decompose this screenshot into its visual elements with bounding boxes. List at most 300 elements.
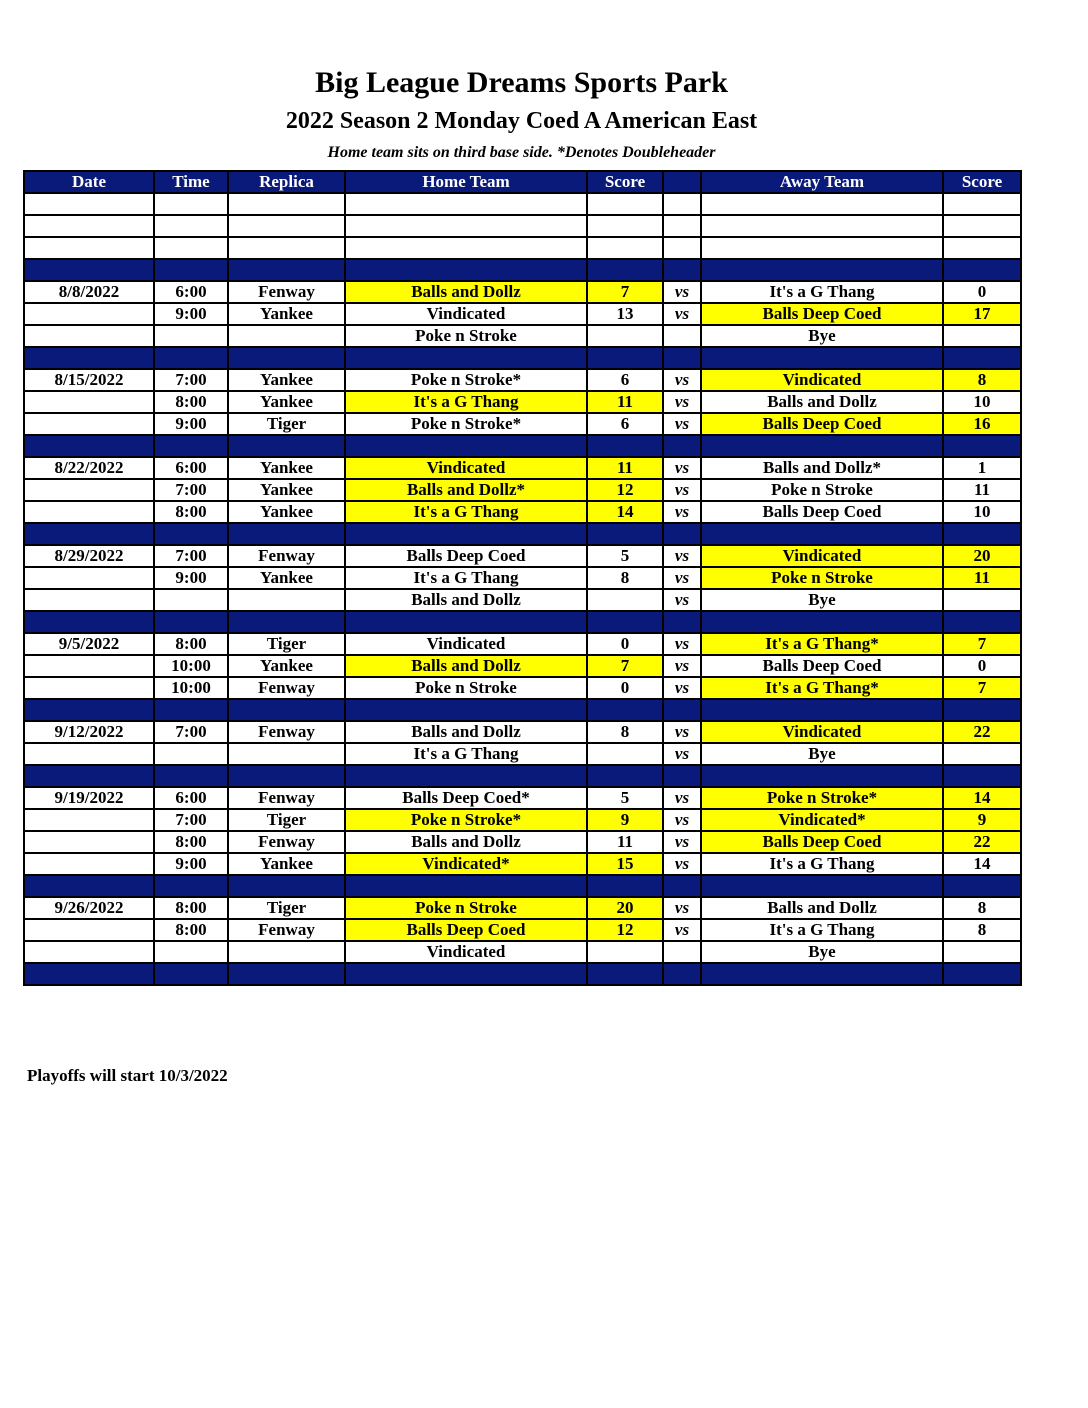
date-cell bbox=[24, 611, 154, 633]
home-team-cell: Balls and Dollz bbox=[345, 281, 587, 303]
vs-cell bbox=[663, 611, 701, 633]
column-header-away-score: Score bbox=[943, 171, 1021, 193]
home-team-cell: Balls Deep Coed bbox=[345, 545, 587, 567]
date-cell bbox=[24, 853, 154, 875]
home-team-cell: Vindicated bbox=[345, 633, 587, 655]
home-team-cell: Vindicated bbox=[345, 941, 587, 963]
away-score-cell: 10 bbox=[943, 391, 1021, 413]
replica-cell bbox=[228, 875, 345, 897]
date-cell bbox=[24, 215, 154, 237]
home-score-cell: 15 bbox=[587, 853, 663, 875]
away-team-cell: Balls and Dollz* bbox=[701, 457, 943, 479]
away-team-cell bbox=[701, 347, 943, 369]
time-cell: 8:00 bbox=[154, 897, 228, 919]
date-cell bbox=[24, 963, 154, 985]
away-score-cell: 14 bbox=[943, 787, 1021, 809]
away-team-cell: Balls Deep Coed bbox=[701, 655, 943, 677]
home-team-cell: Vindicated bbox=[345, 457, 587, 479]
vs-cell: vs bbox=[663, 853, 701, 875]
away-score-cell: 8 bbox=[943, 919, 1021, 941]
away-team-cell bbox=[701, 699, 943, 721]
date-cell: 8/15/2022 bbox=[24, 369, 154, 391]
week-separator-row bbox=[24, 611, 1021, 633]
time-cell: 7:00 bbox=[154, 721, 228, 743]
week-separator-row bbox=[24, 765, 1021, 787]
replica-cell: Fenway bbox=[228, 677, 345, 699]
away-score-cell: 8 bbox=[943, 369, 1021, 391]
away-score-cell: 20 bbox=[943, 545, 1021, 567]
away-team-cell: Balls Deep Coed bbox=[701, 831, 943, 853]
week-separator-row bbox=[24, 875, 1021, 897]
date-cell bbox=[24, 193, 154, 215]
home-score-cell: 11 bbox=[587, 831, 663, 853]
date-cell bbox=[24, 391, 154, 413]
column-header-away-team: Away Team bbox=[701, 171, 943, 193]
time-cell: 9:00 bbox=[154, 413, 228, 435]
away-score-cell bbox=[943, 237, 1021, 259]
date-cell bbox=[24, 237, 154, 259]
home-team-cell: Poke n Stroke* bbox=[345, 809, 587, 831]
away-score-cell bbox=[943, 875, 1021, 897]
home-team-cell bbox=[345, 963, 587, 985]
time-cell: 7:00 bbox=[154, 479, 228, 501]
away-score-cell: 22 bbox=[943, 721, 1021, 743]
away-team-cell: It's a G Thang bbox=[701, 281, 943, 303]
vs-cell: vs bbox=[663, 721, 701, 743]
home-team-cell: Poke n Stroke* bbox=[345, 369, 587, 391]
date-cell: 9/19/2022 bbox=[24, 787, 154, 809]
home-score-cell: 0 bbox=[587, 677, 663, 699]
replica-cell bbox=[228, 215, 345, 237]
time-cell bbox=[154, 237, 228, 259]
game-row bbox=[24, 413, 1021, 435]
date-cell bbox=[24, 413, 154, 435]
home-score-cell: 20 bbox=[587, 897, 663, 919]
home-team-cell: Poke n Stroke bbox=[345, 325, 587, 347]
page-note: Home team sits on third base side. *Denotes Doubleheader bbox=[327, 144, 716, 161]
vs-cell: vs bbox=[663, 743, 701, 765]
vs-cell bbox=[663, 435, 701, 457]
home-score-cell bbox=[587, 611, 663, 633]
time-cell bbox=[154, 347, 228, 369]
column-header-replica: Replica bbox=[228, 171, 345, 193]
replica-cell: Yankee bbox=[228, 391, 345, 413]
week-separator-row bbox=[24, 963, 1021, 985]
game-row bbox=[24, 281, 1021, 303]
blank-row bbox=[24, 237, 1021, 259]
home-score-cell bbox=[587, 699, 663, 721]
column-header-date: Date bbox=[24, 171, 154, 193]
replica-cell: Yankee bbox=[228, 501, 345, 523]
home-team-cell bbox=[345, 523, 587, 545]
vs-cell bbox=[663, 325, 701, 347]
replica-cell: Fenway bbox=[228, 281, 345, 303]
time-cell: 8:00 bbox=[154, 831, 228, 853]
column-header-home-score: Score bbox=[587, 171, 663, 193]
game-row bbox=[24, 479, 1021, 501]
home-score-cell: 8 bbox=[587, 721, 663, 743]
time-cell bbox=[154, 523, 228, 545]
vs-cell bbox=[663, 941, 701, 963]
date-cell bbox=[24, 743, 154, 765]
time-cell: 8:00 bbox=[154, 633, 228, 655]
away-team-cell: Bye bbox=[701, 743, 943, 765]
time-cell: 6:00 bbox=[154, 787, 228, 809]
vs-cell: vs bbox=[663, 457, 701, 479]
home-score-cell bbox=[587, 941, 663, 963]
away-team-cell: Balls and Dollz bbox=[701, 391, 943, 413]
away-team-cell: Bye bbox=[701, 325, 943, 347]
vs-cell bbox=[663, 699, 701, 721]
game-row bbox=[24, 721, 1021, 743]
game-row bbox=[24, 919, 1021, 941]
vs-cell: vs bbox=[663, 633, 701, 655]
away-team-cell: Balls Deep Coed bbox=[701, 303, 943, 325]
game-row bbox=[24, 391, 1021, 413]
week-separator-row bbox=[24, 523, 1021, 545]
away-score-cell: 14 bbox=[943, 853, 1021, 875]
date-cell: 8/22/2022 bbox=[24, 457, 154, 479]
away-score-cell bbox=[943, 589, 1021, 611]
time-cell: 6:00 bbox=[154, 281, 228, 303]
away-team-cell: It's a G Thang* bbox=[701, 633, 943, 655]
home-score-cell bbox=[587, 589, 663, 611]
away-score-cell: 22 bbox=[943, 831, 1021, 853]
home-score-cell: 12 bbox=[587, 919, 663, 941]
page-title: Big League Dreams Sports Park bbox=[315, 66, 728, 99]
vs-cell: vs bbox=[663, 809, 701, 831]
header-row bbox=[24, 171, 1021, 193]
game-row bbox=[24, 303, 1021, 325]
away-team-cell bbox=[701, 523, 943, 545]
time-cell bbox=[154, 435, 228, 457]
home-score-cell: 7 bbox=[587, 281, 663, 303]
time-cell: 7:00 bbox=[154, 809, 228, 831]
replica-cell bbox=[228, 743, 345, 765]
date-cell bbox=[24, 699, 154, 721]
vs-cell: vs bbox=[663, 787, 701, 809]
time-cell: 10:00 bbox=[154, 677, 228, 699]
away-score-cell bbox=[943, 435, 1021, 457]
home-score-cell bbox=[587, 347, 663, 369]
time-cell bbox=[154, 941, 228, 963]
home-score-cell bbox=[587, 325, 663, 347]
away-team-cell bbox=[701, 435, 943, 457]
vs-cell: vs bbox=[663, 545, 701, 567]
time-cell bbox=[154, 765, 228, 787]
away-team-cell: It's a G Thang* bbox=[701, 677, 943, 699]
time-cell bbox=[154, 215, 228, 237]
replica-cell: Yankee bbox=[228, 369, 345, 391]
time-cell bbox=[154, 875, 228, 897]
time-cell: 8:00 bbox=[154, 501, 228, 523]
away-team-cell bbox=[701, 611, 943, 633]
home-team-cell bbox=[345, 611, 587, 633]
away-score-cell: 7 bbox=[943, 677, 1021, 699]
home-team-cell: Poke n Stroke bbox=[345, 677, 587, 699]
vs-cell bbox=[663, 347, 701, 369]
home-score-cell bbox=[587, 523, 663, 545]
replica-cell: Tiger bbox=[228, 633, 345, 655]
away-team-cell: Poke n Stroke bbox=[701, 567, 943, 589]
home-team-cell: It's a G Thang bbox=[345, 501, 587, 523]
time-cell bbox=[154, 963, 228, 985]
away-score-cell bbox=[943, 611, 1021, 633]
vs-cell bbox=[663, 523, 701, 545]
home-score-cell: 14 bbox=[587, 501, 663, 523]
date-cell: 9/12/2022 bbox=[24, 721, 154, 743]
home-score-cell bbox=[587, 765, 663, 787]
replica-cell: Yankee bbox=[228, 457, 345, 479]
home-team-cell bbox=[345, 215, 587, 237]
time-cell: 7:00 bbox=[154, 369, 228, 391]
time-cell: 8:00 bbox=[154, 391, 228, 413]
vs-cell: vs bbox=[663, 677, 701, 699]
date-cell: 8/29/2022 bbox=[24, 545, 154, 567]
away-team-cell: Vindicated bbox=[701, 545, 943, 567]
away-score-cell: 0 bbox=[943, 281, 1021, 303]
replica-cell bbox=[228, 193, 345, 215]
vs-cell: vs bbox=[663, 919, 701, 941]
game-row bbox=[24, 325, 1021, 347]
home-score-cell bbox=[587, 193, 663, 215]
away-team-cell: Bye bbox=[701, 941, 943, 963]
home-score-cell: 5 bbox=[587, 787, 663, 809]
game-row bbox=[24, 369, 1021, 391]
home-team-cell: Vindicated bbox=[345, 303, 587, 325]
replica-cell bbox=[228, 589, 345, 611]
away-team-cell bbox=[701, 237, 943, 259]
home-team-cell: It's a G Thang bbox=[345, 391, 587, 413]
game-row bbox=[24, 677, 1021, 699]
vs-cell: vs bbox=[663, 567, 701, 589]
away-score-cell: 9 bbox=[943, 809, 1021, 831]
home-team-cell: Balls and Dollz* bbox=[345, 479, 587, 501]
home-team-cell bbox=[345, 699, 587, 721]
schedule-table bbox=[23, 170, 1022, 986]
week-separator-row bbox=[24, 699, 1021, 721]
replica-cell: Fenway bbox=[228, 721, 345, 743]
game-row bbox=[24, 897, 1021, 919]
date-cell bbox=[24, 809, 154, 831]
date-cell bbox=[24, 765, 154, 787]
date-cell bbox=[24, 567, 154, 589]
time-cell bbox=[154, 743, 228, 765]
away-score-cell bbox=[943, 941, 1021, 963]
vs-cell: vs bbox=[663, 369, 701, 391]
date-cell bbox=[24, 875, 154, 897]
away-score-cell: 17 bbox=[943, 303, 1021, 325]
time-cell bbox=[154, 699, 228, 721]
replica-cell: Tiger bbox=[228, 809, 345, 831]
date-cell bbox=[24, 831, 154, 853]
away-team-cell: Balls Deep Coed bbox=[701, 413, 943, 435]
replica-cell: Tiger bbox=[228, 897, 345, 919]
away-team-cell: Vindicated* bbox=[701, 809, 943, 831]
game-row bbox=[24, 809, 1021, 831]
replica-cell bbox=[228, 765, 345, 787]
time-cell bbox=[154, 611, 228, 633]
away-team-cell bbox=[701, 765, 943, 787]
game-row bbox=[24, 589, 1021, 611]
away-score-cell bbox=[943, 765, 1021, 787]
home-score-cell bbox=[587, 435, 663, 457]
game-row bbox=[24, 831, 1021, 853]
time-cell bbox=[154, 325, 228, 347]
away-team-cell: Bye bbox=[701, 589, 943, 611]
replica-cell: Yankee bbox=[228, 303, 345, 325]
home-team-cell bbox=[345, 435, 587, 457]
home-team-cell: Vindicated* bbox=[345, 853, 587, 875]
date-cell: 9/5/2022 bbox=[24, 633, 154, 655]
home-score-cell bbox=[587, 215, 663, 237]
home-team-cell bbox=[345, 347, 587, 369]
vs-cell: vs bbox=[663, 831, 701, 853]
column-header-home-team: Home Team bbox=[345, 171, 587, 193]
replica-cell: Fenway bbox=[228, 919, 345, 941]
away-team-cell: Vindicated bbox=[701, 369, 943, 391]
replica-cell bbox=[228, 523, 345, 545]
vs-cell bbox=[663, 963, 701, 985]
vs-cell bbox=[663, 259, 701, 281]
away-score-cell: 11 bbox=[943, 479, 1021, 501]
game-row bbox=[24, 457, 1021, 479]
home-score-cell bbox=[587, 237, 663, 259]
away-team-cell: Balls Deep Coed bbox=[701, 501, 943, 523]
home-team-cell: Balls and Dollz bbox=[345, 831, 587, 853]
date-cell bbox=[24, 435, 154, 457]
vs-cell bbox=[663, 237, 701, 259]
home-team-cell: It's a G Thang bbox=[345, 567, 587, 589]
game-row bbox=[24, 941, 1021, 963]
home-score-cell: 13 bbox=[587, 303, 663, 325]
away-score-cell: 8 bbox=[943, 897, 1021, 919]
date-cell bbox=[24, 303, 154, 325]
vs-cell bbox=[663, 193, 701, 215]
replica-cell: Yankee bbox=[228, 479, 345, 501]
replica-cell bbox=[228, 347, 345, 369]
replica-cell bbox=[228, 237, 345, 259]
date-cell bbox=[24, 941, 154, 963]
week-separator-row bbox=[24, 435, 1021, 457]
week-separator-row bbox=[24, 259, 1021, 281]
away-team-cell bbox=[701, 963, 943, 985]
replica-cell bbox=[228, 435, 345, 457]
away-score-cell bbox=[943, 699, 1021, 721]
time-cell bbox=[154, 259, 228, 281]
away-score-cell: 1 bbox=[943, 457, 1021, 479]
home-team-cell: Balls and Dollz bbox=[345, 589, 587, 611]
week-separator-row bbox=[24, 347, 1021, 369]
vs-cell bbox=[663, 765, 701, 787]
away-score-cell: 16 bbox=[943, 413, 1021, 435]
vs-cell bbox=[663, 215, 701, 237]
home-team-cell bbox=[345, 765, 587, 787]
vs-cell: vs bbox=[663, 501, 701, 523]
game-row bbox=[24, 633, 1021, 655]
time-cell: 7:00 bbox=[154, 545, 228, 567]
date-cell bbox=[24, 655, 154, 677]
time-cell: 8:00 bbox=[154, 919, 228, 941]
away-score-cell bbox=[943, 259, 1021, 281]
date-cell bbox=[24, 325, 154, 347]
replica-cell bbox=[228, 941, 345, 963]
home-score-cell: 5 bbox=[587, 545, 663, 567]
replica-cell: Fenway bbox=[228, 545, 345, 567]
vs-cell: vs bbox=[663, 479, 701, 501]
vs-cell bbox=[663, 875, 701, 897]
replica-cell bbox=[228, 325, 345, 347]
home-team-cell: Balls and Dollz bbox=[345, 721, 587, 743]
blank-row bbox=[24, 215, 1021, 237]
replica-cell: Fenway bbox=[228, 787, 345, 809]
date-cell bbox=[24, 677, 154, 699]
time-cell: 6:00 bbox=[154, 457, 228, 479]
replica-cell: Tiger bbox=[228, 413, 345, 435]
playoffs-note: Playoffs will start 10/3/2022 bbox=[27, 1066, 228, 1085]
away-score-cell bbox=[943, 325, 1021, 347]
away-score-cell: 7 bbox=[943, 633, 1021, 655]
date-cell bbox=[24, 479, 154, 501]
time-cell bbox=[154, 193, 228, 215]
home-team-cell: Balls and Dollz bbox=[345, 655, 587, 677]
date-cell bbox=[24, 919, 154, 941]
away-team-cell: Vindicated bbox=[701, 721, 943, 743]
replica-cell: Fenway bbox=[228, 831, 345, 853]
away-team-cell bbox=[701, 193, 943, 215]
game-row bbox=[24, 787, 1021, 809]
blank-row bbox=[24, 193, 1021, 215]
vs-cell: vs bbox=[663, 589, 701, 611]
home-team-cell bbox=[345, 875, 587, 897]
home-score-cell: 12 bbox=[587, 479, 663, 501]
away-team-cell: Poke n Stroke bbox=[701, 479, 943, 501]
away-score-cell bbox=[943, 743, 1021, 765]
home-score-cell: 6 bbox=[587, 413, 663, 435]
game-row bbox=[24, 501, 1021, 523]
schedule-body bbox=[24, 193, 1021, 985]
away-score-cell bbox=[943, 963, 1021, 985]
game-row bbox=[24, 545, 1021, 567]
replica-cell: Yankee bbox=[228, 567, 345, 589]
date-cell: 8/8/2022 bbox=[24, 281, 154, 303]
replica-cell bbox=[228, 963, 345, 985]
replica-cell bbox=[228, 611, 345, 633]
home-score-cell bbox=[587, 963, 663, 985]
game-row bbox=[24, 567, 1021, 589]
home-score-cell bbox=[587, 875, 663, 897]
game-row bbox=[24, 655, 1021, 677]
replica-cell: Yankee bbox=[228, 655, 345, 677]
away-score-cell bbox=[943, 193, 1021, 215]
replica-cell bbox=[228, 259, 345, 281]
home-score-cell: 0 bbox=[587, 633, 663, 655]
home-team-cell bbox=[345, 193, 587, 215]
away-team-cell: Balls and Dollz bbox=[701, 897, 943, 919]
away-team-cell: It's a G Thang bbox=[701, 919, 943, 941]
page-subtitle: 2022 Season 2 Monday Coed A American East bbox=[285, 108, 758, 134]
away-score-cell: 0 bbox=[943, 655, 1021, 677]
away-team-cell: Poke n Stroke* bbox=[701, 787, 943, 809]
home-team-cell: Balls Deep Coed* bbox=[345, 787, 587, 809]
home-score-cell: 9 bbox=[587, 809, 663, 831]
away-score-cell: 11 bbox=[943, 567, 1021, 589]
home-score-cell: 8 bbox=[587, 567, 663, 589]
home-team-cell: It's a G Thang bbox=[345, 743, 587, 765]
column-header-vs bbox=[663, 171, 701, 193]
date-cell bbox=[24, 501, 154, 523]
time-cell: 9:00 bbox=[154, 303, 228, 325]
